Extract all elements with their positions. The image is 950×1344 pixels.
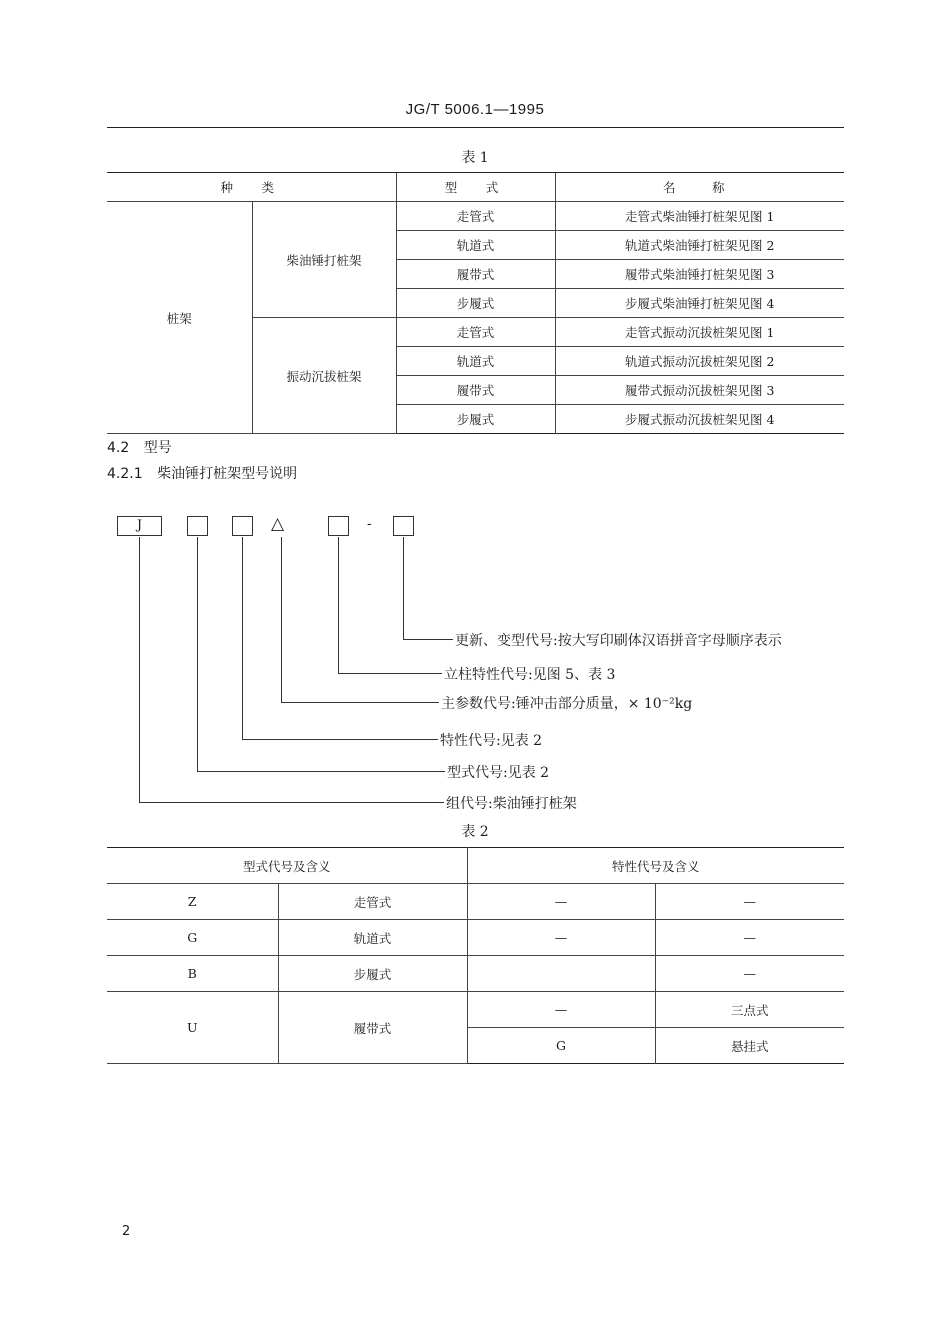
leader-line	[242, 739, 438, 740]
section-number: 4.2	[107, 440, 130, 456]
table1-model: 走管式	[396, 318, 555, 347]
section-4-2	[107, 437, 172, 457]
section-title: 柴油锤打桩架型号说明	[157, 466, 298, 482]
table2-caption: 表 2	[461, 824, 489, 840]
table-row	[107, 992, 844, 1028]
table1-model: 轨道式	[396, 231, 555, 260]
table2-feature-code	[467, 956, 655, 992]
code-box-column	[328, 516, 349, 536]
table1-model: 走管式	[396, 202, 555, 231]
leader-line	[139, 537, 140, 802]
leader-line	[281, 537, 282, 702]
table1-group-label: 柴油锤打桩架	[252, 202, 396, 318]
table2-header-row	[107, 848, 844, 884]
table1-name: 轨道式振动沉拔桩架见图 2	[555, 347, 844, 376]
table2-feature-code: —	[467, 884, 655, 920]
table1-name: 履带式柴油锤打桩架见图 3	[555, 260, 844, 289]
table1-name: 轨道式柴油锤打桩架见图 2	[555, 231, 844, 260]
label-update-code: 更新、变型代号:按大写印刷体汉语拼音字母顺序表示	[455, 633, 782, 649]
standard-code: JG/T 5006.1—1995	[405, 101, 545, 118]
table2-feature-meaning: 三点式	[655, 992, 844, 1028]
table1	[107, 172, 844, 434]
table1-category: 桩架	[107, 202, 252, 434]
leader-line	[281, 702, 439, 703]
table1-model: 履带式	[396, 376, 555, 405]
label-group-code: 组代号:柴油锤打桩架	[446, 796, 577, 812]
table2-code: U	[107, 992, 278, 1064]
table1-model: 步履式	[396, 289, 555, 318]
table-row	[107, 884, 844, 920]
table2-header-feature: 特性代号及含义	[467, 848, 844, 884]
table1-name: 履带式振动沉拔桩架见图 3	[555, 376, 844, 405]
table1-model: 履带式	[396, 260, 555, 289]
leader-line	[242, 537, 243, 739]
table2-feature-meaning: —	[655, 884, 844, 920]
code-box-model	[187, 516, 208, 536]
leader-line	[403, 537, 404, 639]
label-column-code: 立柱特性代号:见图 5、表 3	[444, 667, 616, 683]
table1-name: 走管式柴油锤打桩架见图 1	[555, 202, 844, 231]
table2-meaning: 履带式	[278, 992, 467, 1064]
table1-name: 步履式振动沉拔桩架见图 4	[555, 405, 844, 434]
table2-meaning: 轨道式	[278, 920, 467, 956]
table2	[107, 847, 844, 1064]
table1-name: 步履式柴油锤打桩架见图 4	[555, 289, 844, 318]
header-rule	[107, 127, 844, 128]
table2-header-model: 型式代号及含义	[107, 848, 467, 884]
table1-name: 走管式振动沉拔桩架见图 1	[555, 318, 844, 347]
table2-feature-meaning: —	[655, 920, 844, 956]
table2-feature-code: —	[467, 992, 655, 1028]
table-row	[107, 956, 844, 992]
table2-feature-code: —	[467, 920, 655, 956]
table2-code: Z	[107, 884, 278, 920]
table-row	[107, 202, 844, 231]
table1-model: 轨道式	[396, 347, 555, 376]
table1-caption: 表 1	[461, 150, 489, 166]
table-row	[107, 920, 844, 956]
leader-line	[197, 537, 198, 771]
table1-header-name: 名 称	[555, 173, 844, 202]
table1-header-kind: 种 类	[107, 173, 396, 202]
code-box-feature	[232, 516, 253, 536]
table2-meaning: 走管式	[278, 884, 467, 920]
section-title: 型号	[143, 440, 172, 456]
label-model-code: 型式代号:见表 2	[447, 765, 550, 781]
label-feature-code: 特性代号:见表 2	[440, 733, 543, 749]
page-number: 2	[122, 1224, 131, 1239]
table2-feature-meaning: —	[655, 956, 844, 992]
table1-model: 步履式	[396, 405, 555, 434]
leader-line	[139, 802, 444, 803]
table2-feature-meaning: 悬挂式	[655, 1028, 844, 1064]
table1-header-model: 型 式	[396, 173, 555, 202]
table2-code: B	[107, 956, 278, 992]
code-dash: -	[367, 516, 372, 532]
leader-line	[197, 771, 445, 772]
section-number: 4.2.1	[107, 466, 143, 482]
leader-line	[338, 673, 442, 674]
table2-feature-code: G	[467, 1028, 655, 1064]
code-box-update	[393, 516, 414, 536]
leader-line	[403, 639, 453, 640]
table1-group-label: 振动沉拔桩架	[252, 318, 396, 434]
leader-line	[338, 537, 339, 673]
table2-code: G	[107, 920, 278, 956]
table2-meaning: 步履式	[278, 956, 467, 992]
section-4-2-1	[107, 463, 297, 483]
triangle-icon: △	[271, 514, 285, 534]
code-box-group: J	[117, 516, 162, 536]
label-main-param: 主参数代号:锤冲击部分质量，× 10⁻²kg	[441, 696, 693, 712]
table1-header-row	[107, 173, 844, 202]
